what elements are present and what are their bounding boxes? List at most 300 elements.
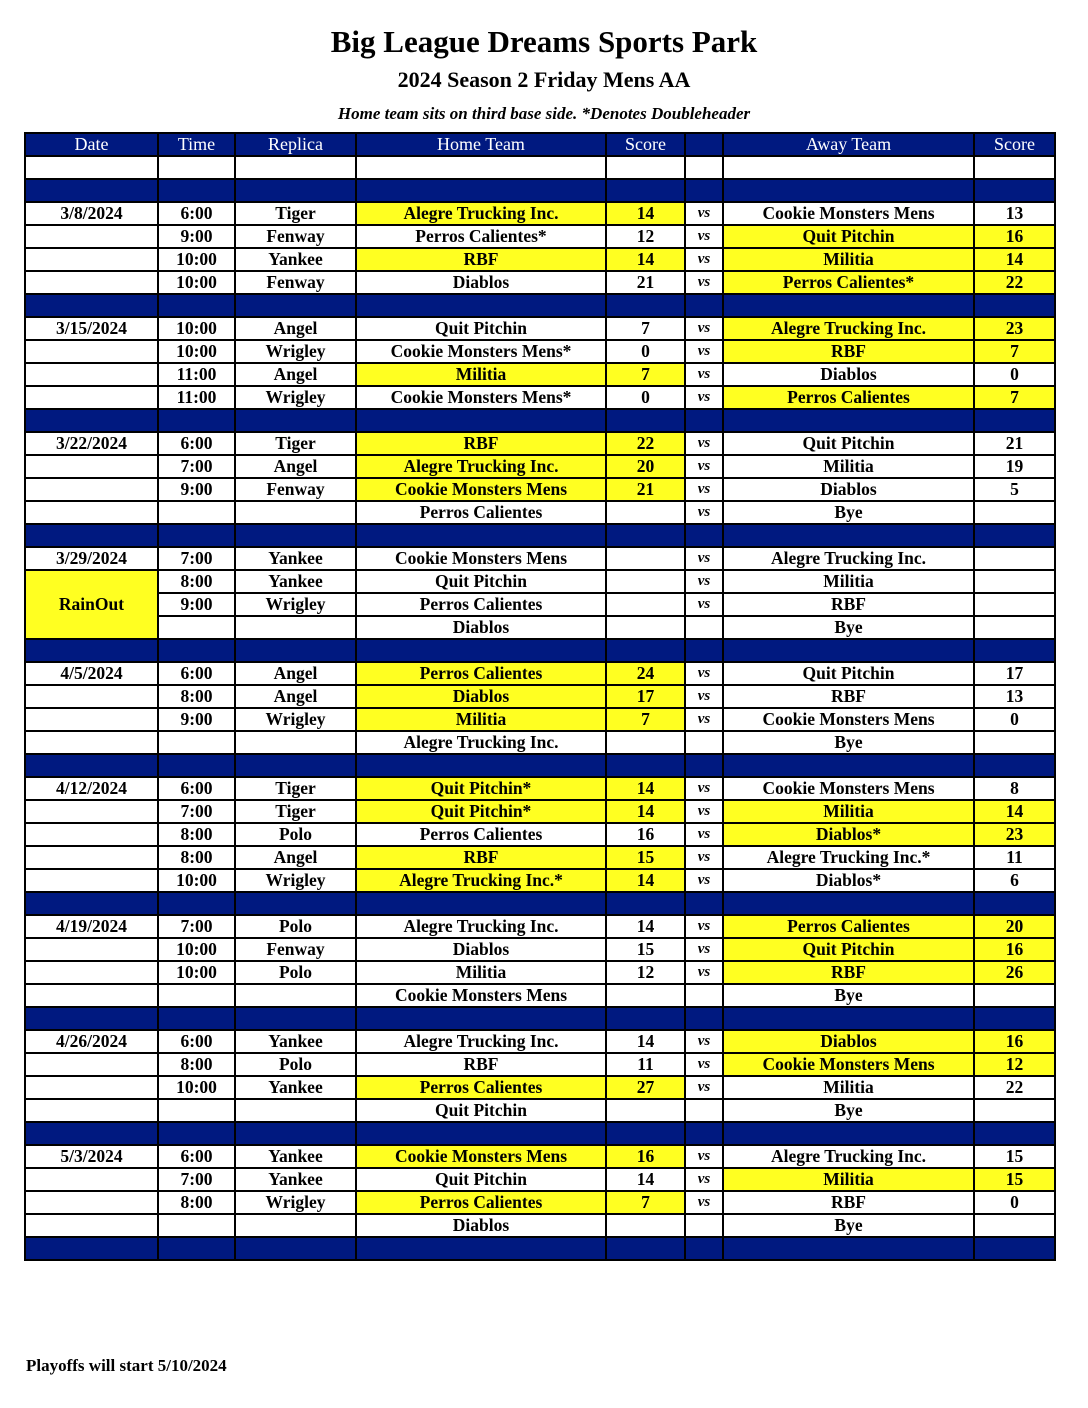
- replica-cell: Fenway: [235, 938, 356, 961]
- away-team-cell: Perros Calientes: [723, 386, 974, 409]
- col-header-replica: Replica: [235, 133, 356, 156]
- replica-cell: Fenway: [235, 271, 356, 294]
- away-team-cell: Bye: [723, 501, 974, 524]
- empty-cell: [356, 524, 606, 547]
- vs-cell: vs: [685, 800, 723, 823]
- empty-cell: [723, 1007, 974, 1030]
- time-cell: 6:00: [158, 777, 235, 800]
- vs-cell: vs: [685, 1191, 723, 1214]
- away-team-cell: RBF: [723, 593, 974, 616]
- home-score-cell: 7: [606, 708, 685, 731]
- away-team-cell: Bye: [723, 616, 974, 639]
- away-team-cell: RBF: [723, 961, 974, 984]
- replica-cell: [235, 731, 356, 754]
- empty-cell: [685, 409, 723, 432]
- empty-cell: [685, 1122, 723, 1145]
- rainout-cell: RainOut: [25, 570, 158, 639]
- away-team-cell: Militia: [723, 248, 974, 271]
- time-cell: 8:00: [158, 685, 235, 708]
- date-cell: [25, 455, 158, 478]
- home-team-cell: Diablos: [356, 938, 606, 961]
- date-cell: [25, 869, 158, 892]
- date-cell: [25, 271, 158, 294]
- date-cell: 3/22/2024: [25, 432, 158, 455]
- time-cell: 6:00: [158, 432, 235, 455]
- vs-cell: vs: [685, 1076, 723, 1099]
- home-team-cell: Quit Pitchin: [356, 317, 606, 340]
- game-row: [25, 800, 1055, 823]
- replica-cell: Wrigley: [235, 1191, 356, 1214]
- game-row: [25, 616, 1055, 639]
- col-header-home-team: Home Team: [356, 133, 606, 156]
- time-cell: 10:00: [158, 869, 235, 892]
- home-team-cell: Diablos: [356, 685, 606, 708]
- week-separator: [25, 1122, 1055, 1145]
- page-subtitle: 2024 Season 2 Friday Mens AA: [397, 67, 691, 92]
- empty-cell: [235, 409, 356, 432]
- game-row: [25, 547, 1055, 570]
- week-separator: [25, 294, 1055, 317]
- away-score-cell: 23: [974, 823, 1055, 846]
- home-team-cell: RBF: [356, 432, 606, 455]
- vs-cell: [685, 984, 723, 1007]
- time-cell: 8:00: [158, 1053, 235, 1076]
- home-team-cell: RBF: [356, 1053, 606, 1076]
- empty-cell: [606, 294, 685, 317]
- replica-cell: Angel: [235, 685, 356, 708]
- home-score-cell: [606, 593, 685, 616]
- empty-cell: [974, 1007, 1055, 1030]
- game-row: [25, 708, 1055, 731]
- home-score-cell: 16: [606, 823, 685, 846]
- empty-cell: [606, 1122, 685, 1145]
- vs-cell: vs: [685, 317, 723, 340]
- away-team-cell: Bye: [723, 984, 974, 1007]
- empty-cell: [25, 754, 158, 777]
- game-row: [25, 777, 1055, 800]
- empty-cell: [974, 1237, 1055, 1260]
- empty-cell: [685, 1007, 723, 1030]
- time-cell: 9:00: [158, 225, 235, 248]
- date-cell: [25, 800, 158, 823]
- home-score-cell: [606, 1214, 685, 1237]
- home-score-cell: [606, 984, 685, 1007]
- vs-cell: vs: [685, 340, 723, 363]
- replica-cell: Wrigley: [235, 708, 356, 731]
- empty-cell: [25, 156, 158, 179]
- home-score-cell: 11: [606, 1053, 685, 1076]
- empty-cell: [974, 1122, 1055, 1145]
- vs-cell: [685, 1214, 723, 1237]
- away-score-cell: 23: [974, 317, 1055, 340]
- vs-cell: [685, 616, 723, 639]
- empty-cell: [723, 156, 974, 179]
- home-score-cell: 16: [606, 1145, 685, 1168]
- vs-cell: [685, 1099, 723, 1122]
- replica-cell: Yankee: [235, 1076, 356, 1099]
- away-team-cell: Perros Calientes*: [723, 271, 974, 294]
- home-score-cell: 21: [606, 478, 685, 501]
- empty-cell: [606, 1237, 685, 1260]
- home-score-cell: 14: [606, 915, 685, 938]
- replica-cell: Fenway: [235, 478, 356, 501]
- home-score-cell: 15: [606, 846, 685, 869]
- vs-cell: vs: [685, 846, 723, 869]
- home-score-cell: 0: [606, 340, 685, 363]
- empty-cell: [25, 524, 158, 547]
- vs-cell: [685, 731, 723, 754]
- vs-cell: vs: [685, 248, 723, 271]
- empty-cell: [235, 179, 356, 202]
- away-score-cell: [974, 731, 1055, 754]
- empty-cell: [606, 179, 685, 202]
- away-team-cell: Quit Pitchin: [723, 662, 974, 685]
- game-row: [25, 1076, 1055, 1099]
- away-score-cell: [974, 616, 1055, 639]
- home-team-cell: Alegre Trucking Inc.: [356, 455, 606, 478]
- game-row: [25, 685, 1055, 708]
- away-score-cell: 12: [974, 1053, 1055, 1076]
- vs-cell: vs: [685, 1168, 723, 1191]
- away-team-cell: Cookie Monsters Mens: [723, 708, 974, 731]
- empty-cell: [235, 294, 356, 317]
- home-score-cell: 14: [606, 800, 685, 823]
- empty-cell: [235, 524, 356, 547]
- home-team-cell: Cookie Monsters Mens: [356, 984, 606, 1007]
- schedule-table: [24, 132, 1056, 1261]
- game-row: [25, 961, 1055, 984]
- game-row: [25, 1099, 1055, 1122]
- home-score-cell: 14: [606, 869, 685, 892]
- home-score-cell: 27: [606, 1076, 685, 1099]
- date-cell: 3/8/2024: [25, 202, 158, 225]
- vs-cell: vs: [685, 777, 723, 800]
- home-score-cell: 0: [606, 386, 685, 409]
- game-row: [25, 1053, 1055, 1076]
- vs-cell: vs: [685, 225, 723, 248]
- away-team-cell: RBF: [723, 340, 974, 363]
- game-row: [25, 432, 1055, 455]
- empty-cell: [356, 1237, 606, 1260]
- empty-cell: [685, 892, 723, 915]
- vs-cell: vs: [685, 363, 723, 386]
- date-cell: [25, 846, 158, 869]
- home-team-cell: Diablos: [356, 1214, 606, 1237]
- date-cell: 4/19/2024: [25, 915, 158, 938]
- date-cell: 3/29/2024: [25, 547, 158, 570]
- game-row: [25, 869, 1055, 892]
- empty-cell: [974, 294, 1055, 317]
- replica-cell: Yankee: [235, 1168, 356, 1191]
- home-score-cell: 22: [606, 432, 685, 455]
- empty-cell: [158, 1237, 235, 1260]
- away-score-cell: 6: [974, 869, 1055, 892]
- home-score-cell: 7: [606, 1191, 685, 1214]
- time-cell: 6:00: [158, 202, 235, 225]
- time-cell: 7:00: [158, 915, 235, 938]
- game-row: [25, 202, 1055, 225]
- replica-cell: Fenway: [235, 225, 356, 248]
- vs-cell: vs: [685, 1145, 723, 1168]
- empty-cell: [723, 639, 974, 662]
- home-team-cell: Militia: [356, 961, 606, 984]
- empty-cell: [974, 409, 1055, 432]
- home-score-cell: 7: [606, 317, 685, 340]
- away-team-cell: Diablos: [723, 1030, 974, 1053]
- empty-cell: [25, 1007, 158, 1030]
- home-score-cell: 12: [606, 225, 685, 248]
- away-score-cell: 0: [974, 1191, 1055, 1214]
- week-separator: [25, 1237, 1055, 1260]
- home-team-cell: Perros Calientes*: [356, 225, 606, 248]
- date-cell: [25, 363, 158, 386]
- date-cell: 3/15/2024: [25, 317, 158, 340]
- home-team-cell: Quit Pitchin*: [356, 777, 606, 800]
- empty-cell: [25, 179, 158, 202]
- empty-cell: [685, 156, 723, 179]
- vs-cell: vs: [685, 432, 723, 455]
- home-score-cell: [606, 616, 685, 639]
- page-title: Big League Dreams Sports Park: [330, 24, 758, 59]
- vs-cell: vs: [685, 915, 723, 938]
- home-team-cell: Quit Pitchin: [356, 1099, 606, 1122]
- replica-cell: Angel: [235, 846, 356, 869]
- empty-cell: [974, 524, 1055, 547]
- replica-cell: Yankee: [235, 1145, 356, 1168]
- away-team-cell: Cookie Monsters Mens: [723, 202, 974, 225]
- replica-cell: [235, 1214, 356, 1237]
- home-team-cell: Perros Calientes: [356, 823, 606, 846]
- home-score-cell: 21: [606, 271, 685, 294]
- empty-cell: [25, 639, 158, 662]
- home-score-cell: [606, 547, 685, 570]
- empty-cell: [158, 409, 235, 432]
- empty-cell: [356, 892, 606, 915]
- replica-cell: Tiger: [235, 202, 356, 225]
- time-cell: 10:00: [158, 271, 235, 294]
- empty-cell: [606, 754, 685, 777]
- empty-cell: [158, 754, 235, 777]
- time-cell: [158, 501, 235, 524]
- empty-cell: [685, 524, 723, 547]
- game-row: [25, 1168, 1055, 1191]
- away-score-cell: 14: [974, 248, 1055, 271]
- empty-cell: [723, 179, 974, 202]
- game-row: [25, 731, 1055, 754]
- away-score-cell: [974, 1099, 1055, 1122]
- home-team-cell: Cookie Monsters Mens: [356, 478, 606, 501]
- empty-cell: [356, 179, 606, 202]
- replica-cell: [235, 1099, 356, 1122]
- empty-cell: [235, 639, 356, 662]
- date-cell: [25, 823, 158, 846]
- empty-cell: [974, 179, 1055, 202]
- game-row: [25, 570, 1055, 593]
- away-team-cell: RBF: [723, 1191, 974, 1214]
- empty-cell: [25, 1237, 158, 1260]
- game-row: [25, 363, 1055, 386]
- week-separator: [25, 892, 1055, 915]
- replica-cell: Tiger: [235, 432, 356, 455]
- time-cell: 6:00: [158, 1145, 235, 1168]
- empty-cell: [158, 294, 235, 317]
- away-score-cell: 0: [974, 363, 1055, 386]
- away-score-cell: 7: [974, 386, 1055, 409]
- replica-cell: Wrigley: [235, 386, 356, 409]
- replica-cell: Angel: [235, 317, 356, 340]
- time-cell: 9:00: [158, 593, 235, 616]
- home-team-cell: Perros Calientes: [356, 1191, 606, 1214]
- col-header-away-score: Score: [974, 133, 1055, 156]
- away-score-cell: [974, 1214, 1055, 1237]
- date-cell: 4/5/2024: [25, 662, 158, 685]
- time-cell: 11:00: [158, 386, 235, 409]
- away-score-cell: [974, 501, 1055, 524]
- away-score-cell: 7: [974, 340, 1055, 363]
- empty-cell: [158, 156, 235, 179]
- time-cell: 8:00: [158, 1191, 235, 1214]
- date-cell: [25, 1053, 158, 1076]
- date-cell: [25, 1191, 158, 1214]
- time-cell: [158, 984, 235, 1007]
- away-score-cell: 17: [974, 662, 1055, 685]
- game-row: [25, 271, 1055, 294]
- time-cell: 6:00: [158, 662, 235, 685]
- away-team-cell: Diablos*: [723, 823, 974, 846]
- game-row: [25, 1030, 1055, 1053]
- time-cell: 7:00: [158, 547, 235, 570]
- away-score-cell: 26: [974, 961, 1055, 984]
- empty-cell: [974, 892, 1055, 915]
- away-team-cell: Militia: [723, 570, 974, 593]
- home-score-cell: 20: [606, 455, 685, 478]
- away-team-cell: Diablos*: [723, 869, 974, 892]
- empty-cell: [356, 639, 606, 662]
- empty-cell: [158, 892, 235, 915]
- replica-cell: Polo: [235, 961, 356, 984]
- empty-cell: [158, 179, 235, 202]
- empty-cell: [25, 294, 158, 317]
- empty-cell: [25, 892, 158, 915]
- replica-cell: Polo: [235, 915, 356, 938]
- game-row: [25, 846, 1055, 869]
- week-separator: [25, 754, 1055, 777]
- away-score-cell: 19: [974, 455, 1055, 478]
- empty-cell: [235, 1122, 356, 1145]
- away-team-cell: RBF: [723, 685, 974, 708]
- game-row: [25, 938, 1055, 961]
- home-team-cell: Alegre Trucking Inc.: [356, 915, 606, 938]
- vs-cell: vs: [685, 478, 723, 501]
- replica-cell: [235, 984, 356, 1007]
- time-cell: 8:00: [158, 846, 235, 869]
- empty-cell: [356, 409, 606, 432]
- empty-cell: [25, 1122, 158, 1145]
- away-score-cell: [974, 593, 1055, 616]
- date-cell: [25, 708, 158, 731]
- empty-cell: [723, 754, 974, 777]
- date-cell: [25, 731, 158, 754]
- date-cell: [25, 938, 158, 961]
- away-score-cell: 0: [974, 708, 1055, 731]
- date-cell: [25, 1168, 158, 1191]
- date-cell: [25, 984, 158, 1007]
- away-team-cell: Militia: [723, 800, 974, 823]
- game-row: [25, 915, 1055, 938]
- away-score-cell: 8: [974, 777, 1055, 800]
- col-header-home-score: Score: [606, 133, 685, 156]
- empty-cell: [235, 156, 356, 179]
- blank-row: [25, 156, 1055, 179]
- replica-cell: Polo: [235, 823, 356, 846]
- home-score-cell: [606, 501, 685, 524]
- away-team-cell: Quit Pitchin: [723, 432, 974, 455]
- date-cell: [25, 386, 158, 409]
- game-row: [25, 1214, 1055, 1237]
- replica-cell: Yankee: [235, 1030, 356, 1053]
- home-score-cell: 7: [606, 363, 685, 386]
- date-cell: 4/12/2024: [25, 777, 158, 800]
- replica-cell: Angel: [235, 662, 356, 685]
- game-row: [25, 478, 1055, 501]
- away-score-cell: [974, 570, 1055, 593]
- empty-cell: [723, 524, 974, 547]
- home-score-cell: 14: [606, 1030, 685, 1053]
- date-cell: [25, 501, 158, 524]
- away-score-cell: 20: [974, 915, 1055, 938]
- away-team-cell: Militia: [723, 455, 974, 478]
- game-row: [25, 386, 1055, 409]
- away-team-cell: Militia: [723, 1168, 974, 1191]
- time-cell: 10:00: [158, 1076, 235, 1099]
- vs-cell: vs: [685, 685, 723, 708]
- week-separator: [25, 179, 1055, 202]
- time-cell: 7:00: [158, 455, 235, 478]
- vs-cell: vs: [685, 662, 723, 685]
- empty-cell: [974, 156, 1055, 179]
- game-row: [25, 501, 1055, 524]
- time-cell: 7:00: [158, 800, 235, 823]
- game-row: [25, 317, 1055, 340]
- time-cell: 6:00: [158, 1030, 235, 1053]
- home-team-cell: Quit Pitchin: [356, 1168, 606, 1191]
- home-team-cell: Alegre Trucking Inc.: [356, 731, 606, 754]
- home-score-cell: [606, 731, 685, 754]
- date-cell: [25, 685, 158, 708]
- away-team-cell: Militia: [723, 1076, 974, 1099]
- replica-cell: [235, 501, 356, 524]
- empty-cell: [723, 1122, 974, 1145]
- empty-cell: [235, 754, 356, 777]
- col-header-time: Time: [158, 133, 235, 156]
- vs-cell: vs: [685, 570, 723, 593]
- away-team-cell: Diablos: [723, 363, 974, 386]
- replica-cell: Tiger: [235, 800, 356, 823]
- replica-cell: Angel: [235, 363, 356, 386]
- time-cell: 10:00: [158, 340, 235, 363]
- empty-cell: [723, 294, 974, 317]
- game-row: [25, 455, 1055, 478]
- home-team-cell: Perros Calientes: [356, 662, 606, 685]
- vs-cell: vs: [685, 1053, 723, 1076]
- date-cell: [25, 1214, 158, 1237]
- vs-cell: vs: [685, 593, 723, 616]
- replica-cell: Wrigley: [235, 340, 356, 363]
- home-score-cell: 14: [606, 777, 685, 800]
- empty-cell: [158, 1122, 235, 1145]
- away-team-cell: Bye: [723, 731, 974, 754]
- time-cell: 11:00: [158, 363, 235, 386]
